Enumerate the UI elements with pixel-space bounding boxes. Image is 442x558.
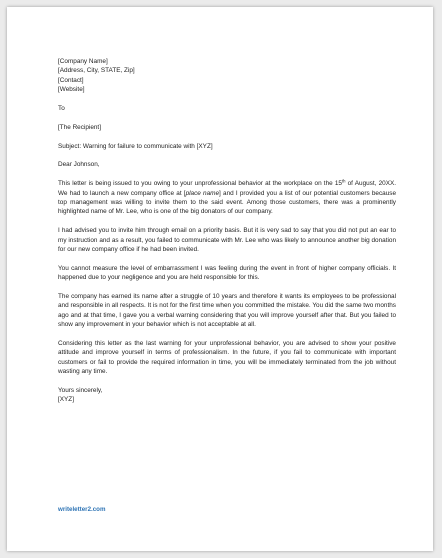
paragraph-5: Considering this letter as the last warning for your unprofessional behavior, you are advised to show your positive attitude and improve yourself in terms of professionalism. In the future, if you fail to communicate with important customers or fail to provide the required information in time, you will be immediately terminated from the job without wasting any time.	[58, 340, 396, 376]
spacer	[58, 95, 396, 104]
sender-contact: [Contact]	[58, 76, 84, 84]
place-name-placeholder: place name	[185, 189, 220, 197]
footer-link[interactable]: writeletter2.com	[58, 506, 106, 513]
closing: Yours sincerely,	[58, 387, 103, 395]
recipient: [The Recipient]	[58, 123, 101, 131]
spacer	[58, 151, 396, 160]
signature: [XYZ]	[58, 396, 74, 404]
sender-address: [Address, City, STATE, Zip]	[58, 67, 135, 75]
paragraph-4: The company has earned its name after a struggle of 10 years and therefore it wants its employees to be professional and responsible in all respects. It is not for the first time when you committed the mistake. You did the same two months ago and at that time, I gave you a verbal warning considering that you will improve yourself after that. But you failed to show any improvement in your behavior which is not acceptable at all.	[58, 293, 396, 329]
salutation: Dear Johnson,	[58, 161, 100, 169]
paragraph-1-part-a: This letter is being issued to you owing to your unprofessional behavior at the workplace on the 15	[58, 180, 342, 188]
subject-line: Subject: Warning for failure to communicate with [XYZ]	[58, 142, 213, 150]
letter-page	[7, 7, 433, 551]
ordinal-suffix: th	[341, 178, 346, 184]
paragraph-1-part-c: ] and I provided you a list of our potential customers because top management was willing to invite them to the said event. Among those customers, there was a prominently highlighted name of Mr. Lee, who is one of the big donators of our company.	[58, 189, 397, 216]
to-label: To	[58, 105, 65, 113]
paragraph-2: I had advised you to invite him through email on a priority basis. But it is very sad to say that you did not put an ear to my instruction and as a result, you failed to communicate with Mr. Lee who was likely to announce another big donation for our new company office if he had been invited.	[58, 227, 396, 254]
spacer	[58, 132, 396, 141]
sender-company: [Company Name]	[58, 58, 108, 65]
paragraph-3: You cannot measure the level of embarrassment I was feeling during the event in front of higher company officials. It happened due to your negligence and you are held responsible for this.	[58, 264, 396, 282]
sender-website: [Website]	[58, 86, 85, 94]
paragraph-1-part-b: of August, 20XX. We had to launch a new company office at [	[58, 180, 397, 197]
spacer	[58, 113, 396, 122]
paragraph-1	[58, 179, 396, 217]
letter-body	[58, 57, 396, 405]
